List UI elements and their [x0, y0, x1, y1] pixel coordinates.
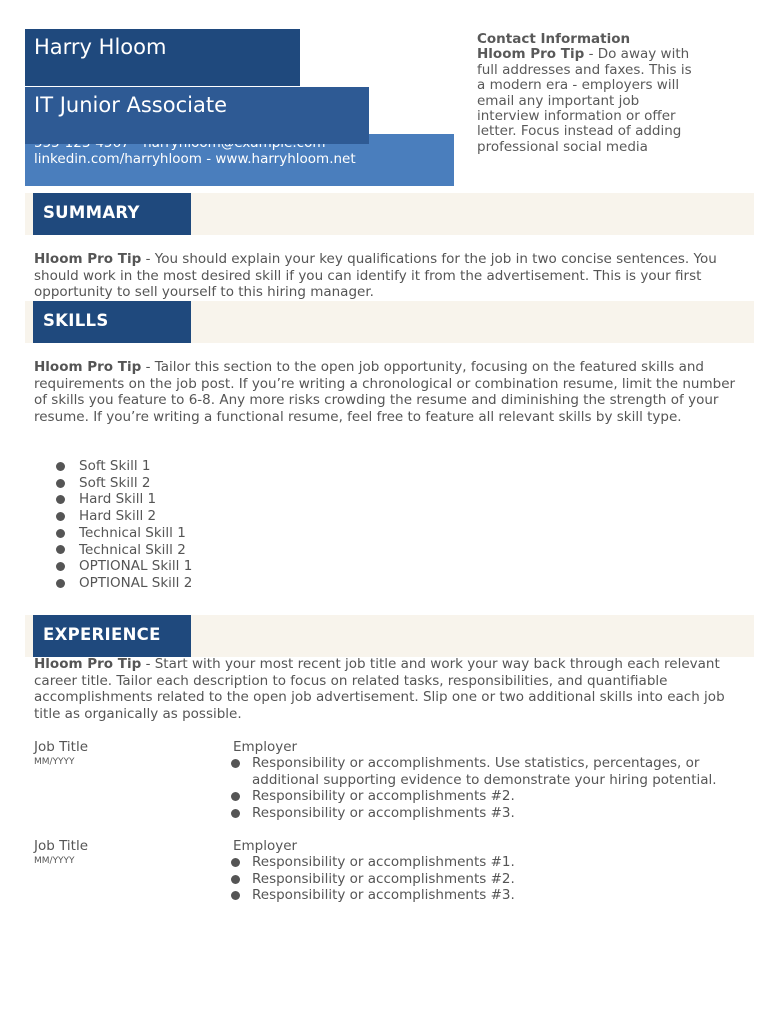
contact-tip	[477, 47, 692, 155]
bullet-icon	[56, 562, 65, 571]
employer: Employer	[233, 739, 298, 755]
skills-tip	[34, 359, 746, 426]
experience-tip-label: Hloom Pro Tip	[34, 656, 142, 672]
bullet-icon	[56, 479, 65, 488]
bullet-icon	[56, 529, 65, 538]
bullet-icon	[56, 579, 65, 588]
experience-label: EXPERIENCE	[33, 615, 191, 657]
contact-information	[477, 32, 692, 170]
list-item: Hard Skill 1	[56, 491, 192, 508]
list-item: Responsibility or accomplishments #1.	[231, 854, 741, 871]
list-item: OPTIONAL Skill 2	[56, 575, 192, 592]
job-title: Job Title	[34, 739, 89, 755]
list-item: Responsibility or accomplishments #3.	[231, 887, 741, 904]
contact-tip-label: Hloom Pro Tip	[477, 46, 585, 63]
skills-section-header	[25, 301, 754, 343]
skills-label: SKILLS	[33, 301, 191, 343]
bullet-icon	[231, 875, 240, 884]
contact-heading: Contact Information	[477, 32, 631, 47]
bullet-icon	[231, 759, 240, 768]
candidate-name: Harry Hloom	[34, 35, 167, 59]
bullet-icon	[231, 809, 240, 818]
experience-tip	[34, 656, 746, 723]
summary-tip	[34, 251, 746, 301]
list-item: Technical Skill 2	[56, 542, 192, 559]
responsibility-list	[231, 755, 741, 822]
list-item: Responsibility or accomplishments. Use statistics, percentages, or additional supporting evidence to demonstrate your hiring potential.	[231, 755, 741, 788]
summary-section-header	[25, 193, 754, 235]
job-title: Job Title	[34, 838, 89, 854]
employer: Employer	[233, 838, 298, 854]
list-item: Technical Skill 1	[56, 525, 192, 542]
job-title-band	[25, 87, 369, 144]
responsibility-list	[231, 854, 741, 904]
list-item: Responsibility or accomplishments #3.	[231, 805, 741, 822]
job-date: MM/YYYY	[34, 757, 75, 767]
bullet-icon	[56, 545, 65, 554]
bullet-icon	[56, 462, 65, 471]
bullet-icon	[231, 792, 240, 801]
name-band	[25, 29, 300, 86]
linkedin-website-line: linkedin.com/harryhloom - www.harryhloom.net	[34, 151, 356, 167]
bullet-icon	[56, 512, 65, 521]
job-date: MM/YYYY	[34, 856, 75, 866]
skills-tip-text: - Tailor this section to the open job opportunity, focusing on the featured skills and requirements on the job post. If you’re writing a chronological or combination resume, limit the number of skills you feature to 6-8. Any more risks crowding the resume and diminishing the strength of your resume. If you’re writing a functional resume, feel free to feature all relevant skills by skill type.	[34, 359, 736, 426]
list-item: Hard Skill 2	[56, 508, 192, 525]
bullet-icon	[231, 891, 240, 900]
summary-tip-text: - You should explain your key qualifications for the job in two concise sentences. You should work in the most desired skill if you can identify it from the advertisement. This is your first opportunity to sell yourself to this hiring manager.	[34, 251, 717, 301]
skills-tip-label: Hloom Pro Tip	[34, 359, 142, 375]
summary-label: SUMMARY	[33, 193, 191, 235]
list-item: Responsibility or accomplishments #2.	[231, 788, 741, 805]
experience-section-header	[25, 615, 754, 657]
list-item: OPTIONAL Skill 1	[56, 558, 192, 575]
list-item: Soft Skill 1	[56, 458, 192, 475]
bullet-icon	[231, 858, 240, 867]
experience-tip-text: - Start with your most recent job title and work your way back through each relevant career title. Tailor each description to focus on related tasks, responsibilities, and quantifiable accomplishments related to the open job advertisement. Slip one or two additional skills into each job title as organically as possible.	[34, 656, 725, 723]
job-title-heading: IT Junior Associate	[34, 93, 227, 117]
list-item: Soft Skill 2	[56, 475, 192, 492]
contact-tip-text: - Do away with full addresses and faxes. This is a modern era - employers will email any important job interview information or offer letter. Focus instead of adding professional social media	[477, 46, 692, 155]
skills-list	[56, 458, 192, 592]
bullet-icon	[56, 495, 65, 504]
list-item: Responsibility or accomplishments #2.	[231, 871, 741, 888]
summary-tip-label: Hloom Pro Tip	[34, 251, 142, 267]
